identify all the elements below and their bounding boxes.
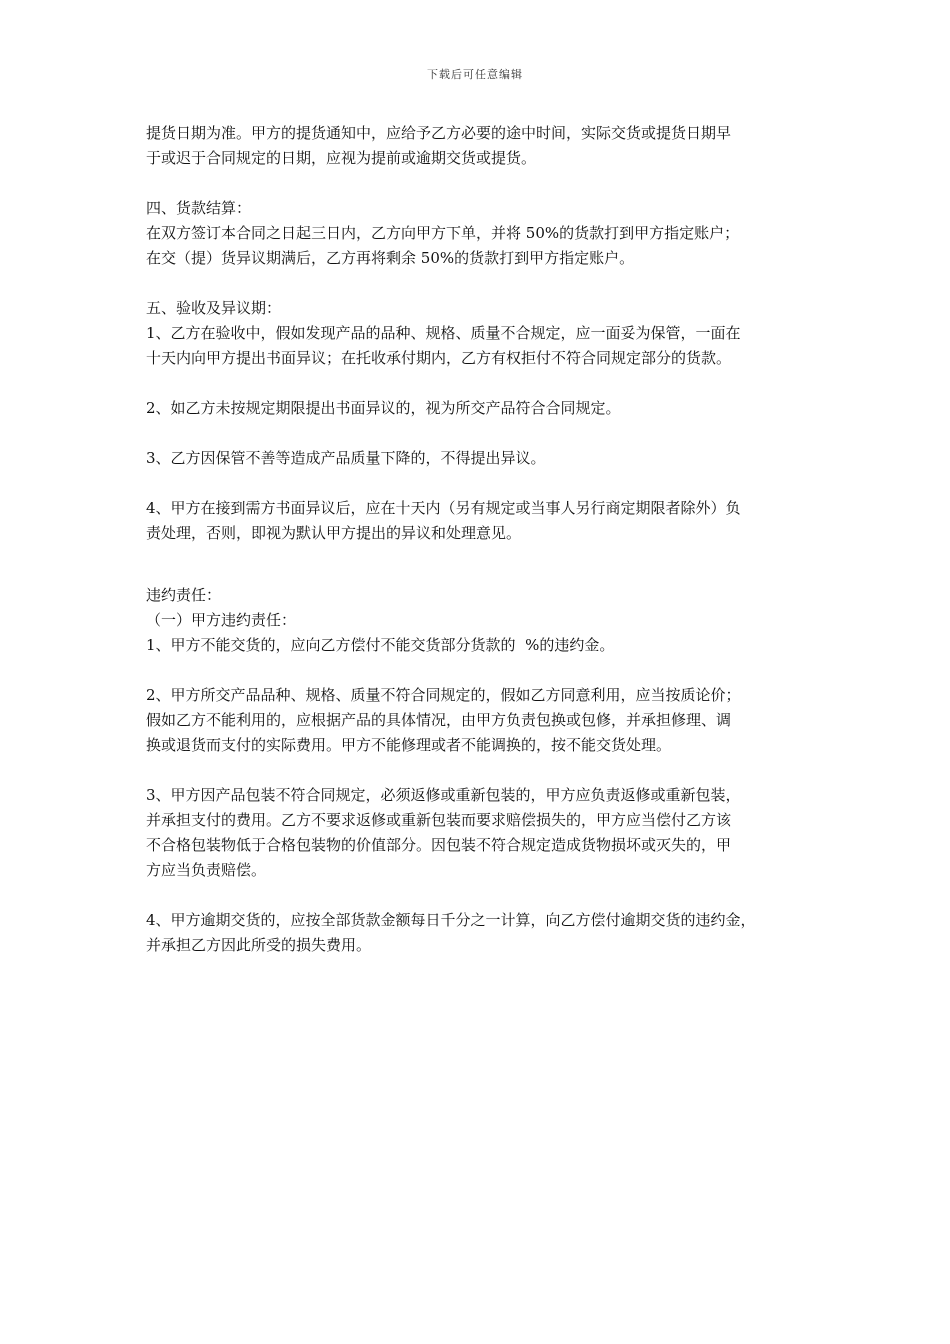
page-header: 下载后可任意编辑	[427, 68, 523, 81]
text-line: 并承担乙方因此所受的损失费用。	[146, 936, 372, 954]
text-line: 2、如乙方未按规定期限提出书面异议的，视为所交产品符合合同规定。	[146, 399, 621, 417]
paragraph-inspection-2	[146, 396, 826, 421]
paragraph-inspection-4	[146, 496, 826, 546]
section-payment-settlement	[146, 196, 826, 271]
paragraph-inspection-3	[146, 446, 826, 471]
text-line: 于或迟于合同规定的日期，应视为提前或逾期交货或提货。	[146, 149, 537, 167]
text-line: 不合格包装物低于合格包装物的价值部分。因包装不符合规定造成货物损坏或灭失的，甲	[146, 836, 732, 854]
text-line: 4、甲方逾期交货的，应按全部货款金额每日千分之一计算，向乙方偿付逾期交货的违约金，	[146, 911, 756, 929]
section-inspection-objection	[146, 296, 826, 371]
subsection-heading: （一）甲方违约责任：	[146, 611, 297, 629]
text-line: 3、甲方因产品包装不符合同规定，必须返修或重新包装的，甲方应负责返修或重新包装，	[146, 786, 741, 804]
text-line: 提货日期为准。甲方的提货通知中，应给予乙方必要的途中时间，实际交货或提货日期早	[146, 124, 732, 142]
text-line: 3、乙方因保管不善等造成产品质量下降的，不得提出异议。	[146, 449, 546, 467]
text-line: 1、乙方在验收中，假如发现产品的品种、规格、质量不合规定，应一面妥为保管，一面在	[146, 324, 741, 342]
text-line: 2、甲方所交产品品种、规格、质量不符合同规定的，假如乙方同意利用，应当按质论价；	[146, 686, 741, 704]
text-line: 假如乙方不能利用的，应根据产品的具体情况，由甲方负责包换或包修，并承担修理、调	[146, 711, 732, 729]
document-body	[146, 121, 826, 958]
text-line: 在双方签订本合同之日起三日内，乙方向甲方下单，并将 50%的货款打到甲方指定账户；	[146, 224, 740, 242]
paragraph-liability-3	[146, 783, 826, 883]
paragraph-delivery-date	[146, 121, 826, 171]
paragraph-liability-2	[146, 683, 826, 758]
section-breach-liability	[146, 583, 826, 658]
section-heading: 四、货款结算：	[146, 199, 252, 217]
text-line: 方应当负责赔偿。	[146, 861, 267, 879]
section-heading: 五、验收及异议期：	[146, 299, 282, 317]
text-line: 责处理，否则，即视为默认甲方提出的异议和处理意见。	[146, 524, 522, 542]
text-line: 换或退货而支付的实际费用。甲方不能修理或者不能调换的，按不能交货处理。	[146, 736, 672, 754]
text-line: 1、甲方不能交货的，应向乙方偿付不能交货部分货款的 %的违约金。	[146, 636, 615, 654]
paragraph-liability-4	[146, 908, 826, 958]
text-line: 并承担支付的费用。乙方不要求返修或重新包装而要求赔偿损失的，甲方应当偿付乙方该	[146, 811, 732, 829]
text-line: 4、甲方在接到需方书面异议后，应在十天内（另有规定或当事人另行商定期限者除外）负	[146, 499, 741, 517]
section-heading: 违约责任：	[146, 586, 222, 604]
text-line: 十天内向甲方提出书面异议；在托收承付期内，乙方有权拒付不符合同规定部分的货款。	[146, 349, 732, 367]
text-line: 在交（提）货异议期满后，乙方再将剩余 50%的货款打到甲方指定账户。	[146, 249, 635, 267]
